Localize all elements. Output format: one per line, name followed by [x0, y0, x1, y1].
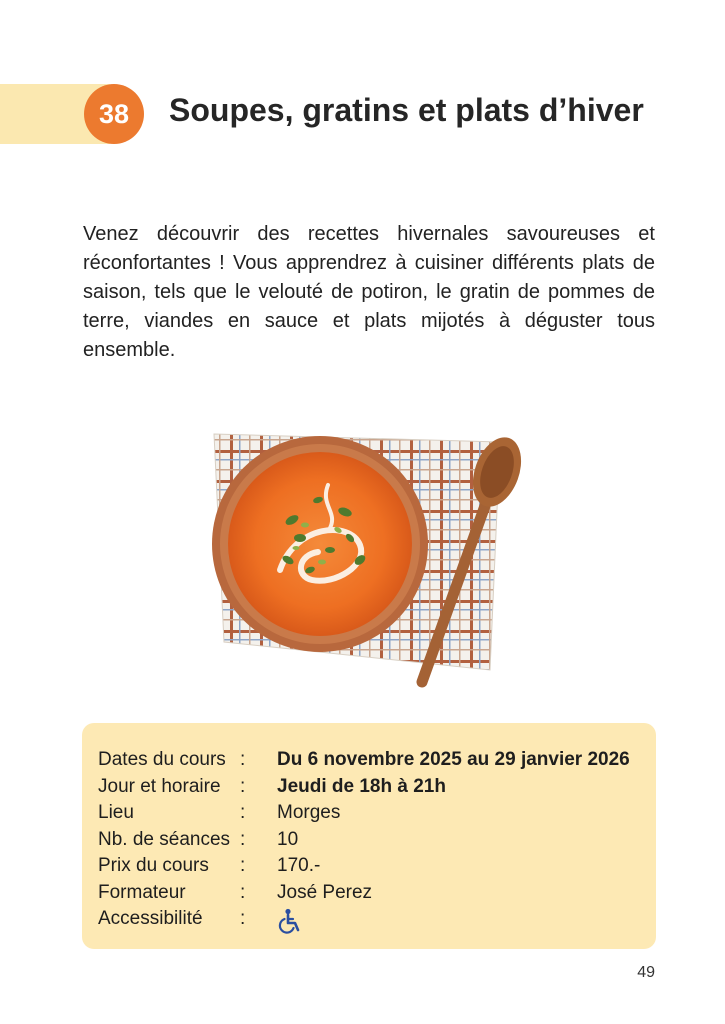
detail-value: 170.-	[277, 855, 321, 876]
detail-value: Jeudi de 18h à 21h	[277, 775, 446, 797]
detail-separator: :	[240, 855, 246, 876]
detail-label: Lieu	[98, 802, 134, 823]
detail-row-location	[98, 800, 630, 827]
detail-separator: :	[240, 775, 246, 797]
course-details-list	[98, 747, 630, 934]
detail-label: Jour et horaire	[98, 775, 221, 797]
intro-paragraph: Venez découvrir des recettes hivernales savoureuses et réconfortantes ! Vous apprendrez à cuisiner différents plats de saison, tels que le velouté de potiron, le gratin de pommes de terre, viandes en sauce et plats mijotés à déguster tous ensemble.	[83, 223, 655, 361]
detail-separator: :	[240, 908, 246, 929]
detail-row-instructor	[98, 880, 630, 907]
detail-label: Prix du cours	[98, 855, 209, 876]
detail-row-schedule	[98, 774, 630, 801]
course-info-box	[82, 723, 656, 949]
detail-label: Formateur	[98, 881, 186, 903]
detail-row-accessibility	[98, 906, 630, 934]
chapter-number-badge: 38	[84, 84, 144, 144]
detail-label: Nb. de séances	[98, 828, 231, 850]
detail-value	[277, 906, 303, 934]
detail-row-sessions	[98, 827, 630, 854]
soup-bowl-illustration	[200, 420, 530, 690]
detail-separator: :	[240, 881, 246, 903]
detail-separator: :	[240, 802, 246, 823]
detail-label: Dates du cours	[98, 749, 226, 770]
detail-row-price	[98, 853, 630, 880]
detail-value: Morges	[277, 802, 341, 823]
detail-row-dates	[98, 747, 630, 774]
detail-separator: :	[240, 749, 246, 770]
detail-value: José Perez	[277, 881, 373, 903]
page-number: 49	[637, 964, 655, 981]
detail-value: Du 6 novembre 2025 au 29 janvier 2026	[277, 749, 630, 770]
page-title: Soupes, gratins et plats d’hiver	[169, 92, 644, 128]
detail-separator: :	[240, 828, 246, 850]
detail-value: 10	[277, 828, 299, 850]
wheelchair-icon	[277, 908, 303, 934]
detail-label: Accessibilité	[98, 908, 203, 929]
